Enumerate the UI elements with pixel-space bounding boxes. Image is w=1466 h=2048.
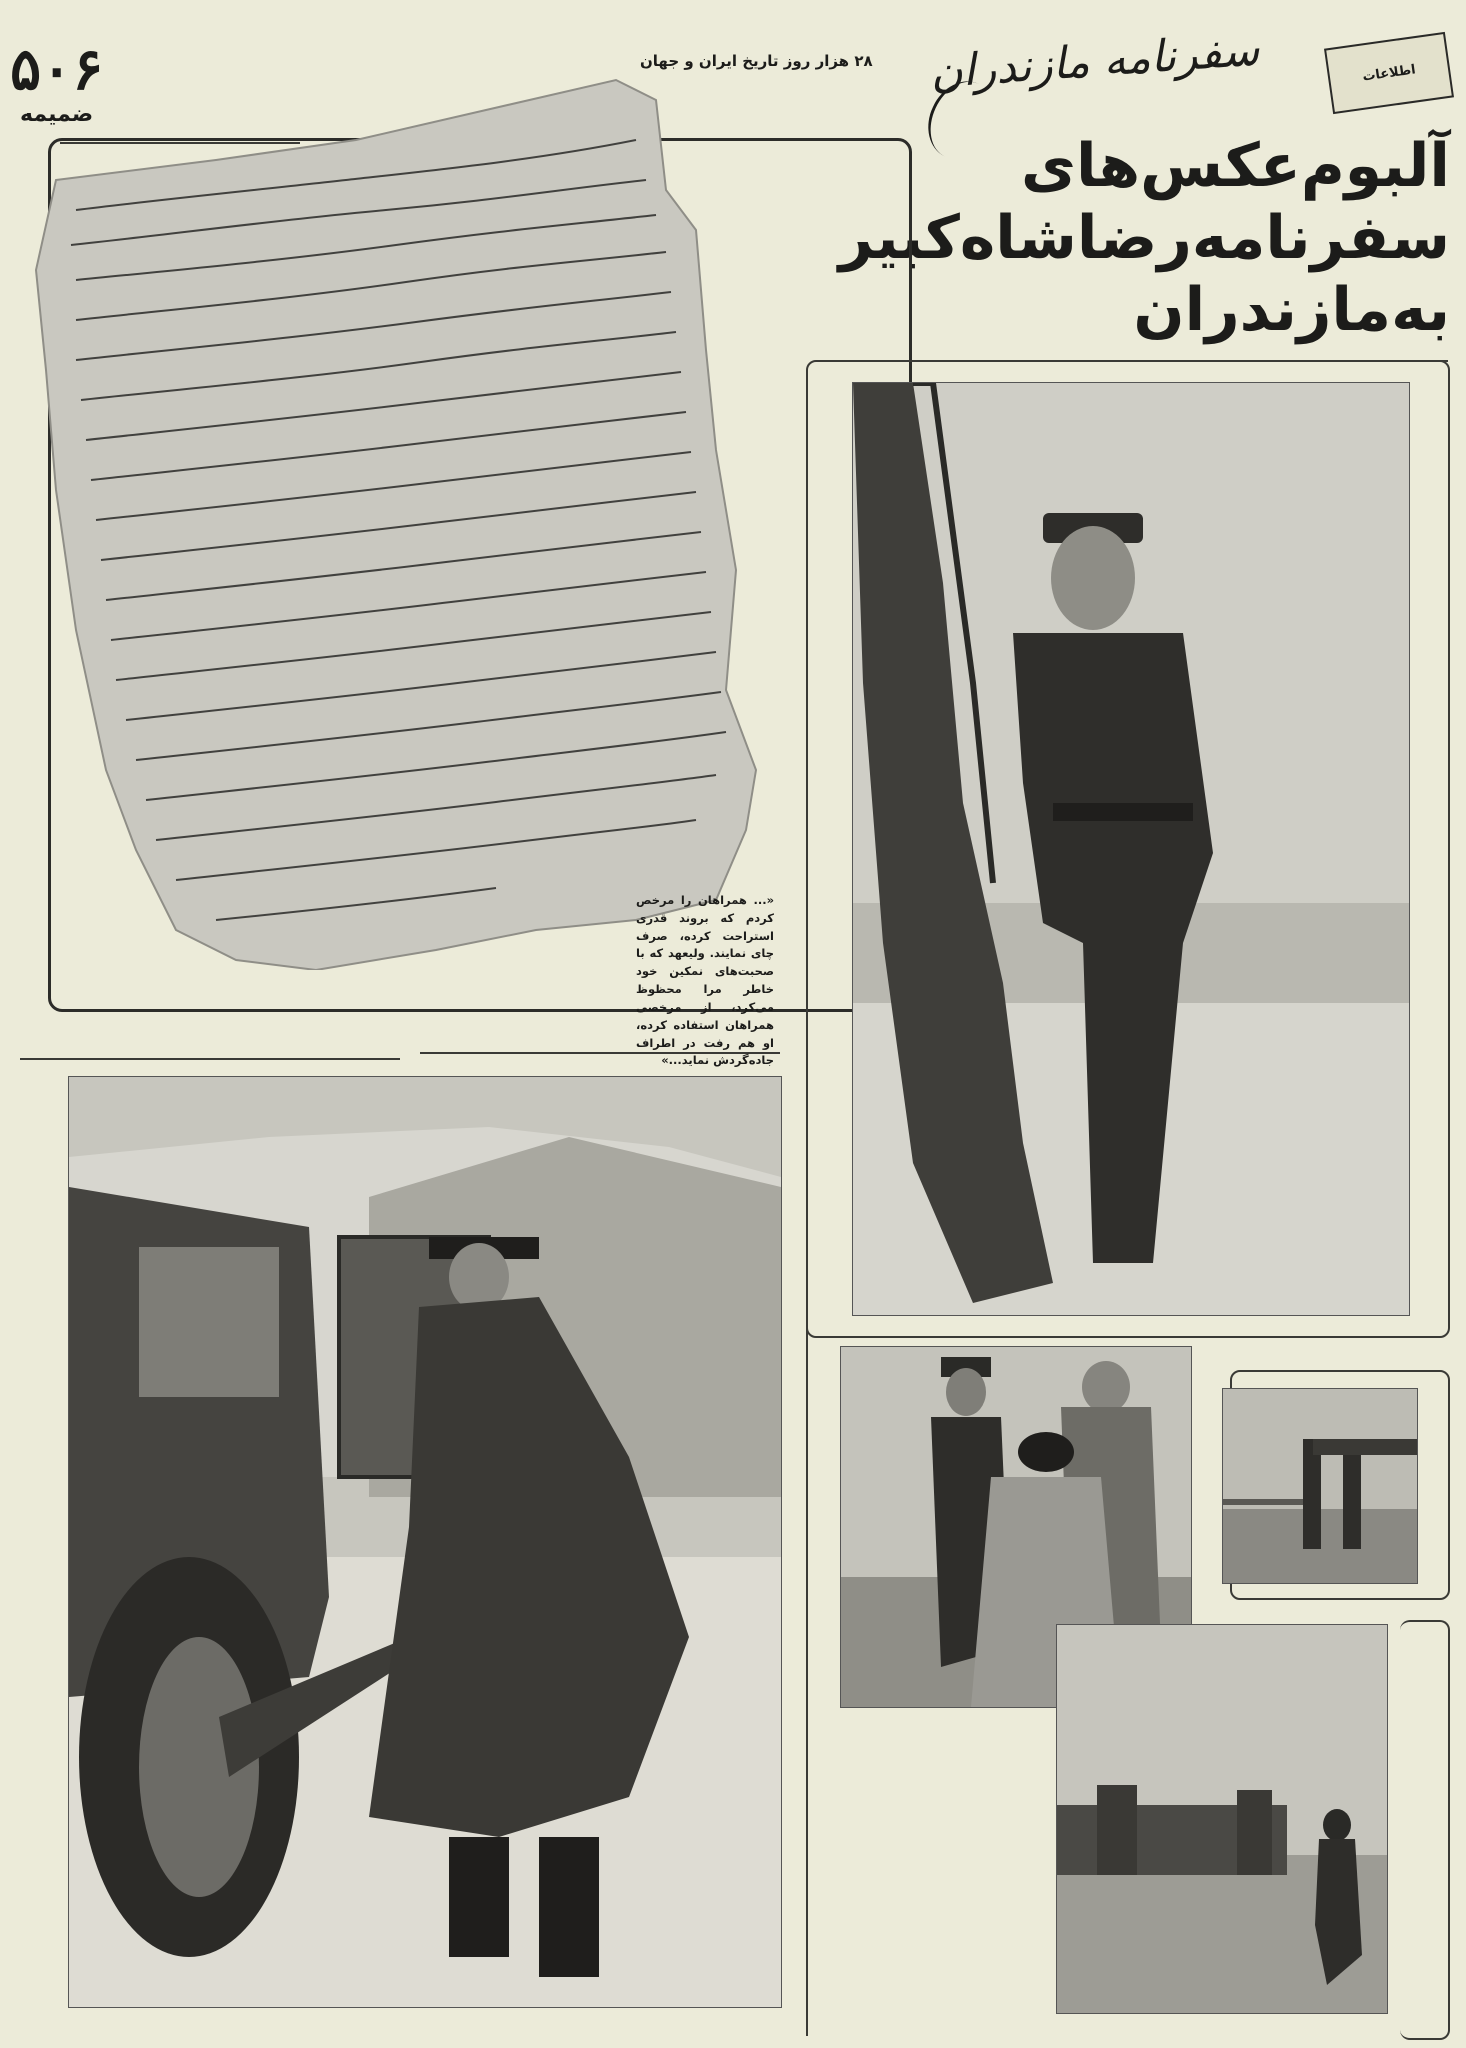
title-line-3: به‌مازندران <box>1133 275 1450 345</box>
newspaper-logo <box>1324 32 1454 114</box>
car-photo <box>68 1076 782 2008</box>
parade-frame <box>1400 1620 1450 2040</box>
supplement-label: ضمیمه <box>20 102 94 127</box>
title-line-1: آلبوم‌عکس‌های <box>1021 131 1450 201</box>
masthead-script: سفرنامه مازندران <box>928 24 1261 99</box>
title-line-2: سفرنامه‌رضاشاه‌کبیر <box>838 203 1450 273</box>
parade-ground-photo-icon <box>1057 1625 1387 2013</box>
arch-gate-photo-icon <box>1223 1389 1417 1583</box>
handwritten-manuscript-icon <box>16 70 776 970</box>
page-title <box>838 130 1450 346</box>
gate-photo <box>1222 1388 1418 1584</box>
manuscript-image <box>16 70 776 970</box>
page-number: ۵۰۶ <box>10 35 104 103</box>
running-head: ۲۸ هزار روز تاریخ ایران و جهان <box>640 52 873 70</box>
logo-text: اطلاعات <box>1361 61 1417 85</box>
photo-caption: «... همراهان را مرخص کردم که‌ بروند قدری استراحت کرده، صرف چای نمایند. ولیعهد که با صحبت‌های نمکین خود خاطر مرا محظوظ می‌کرد، از مرخصی همراهان استفاده کرده، او هم رفت در اطراف جاده‌گردش نماید...» <box>636 893 774 1068</box>
officer-by-tree-photo-icon <box>853 383 1409 1315</box>
portrait-photo <box>852 382 1410 1316</box>
section-divider <box>20 1058 400 1060</box>
parade-photo <box>1056 1624 1388 2014</box>
man-entering-car-photo-icon <box>69 1077 781 2007</box>
